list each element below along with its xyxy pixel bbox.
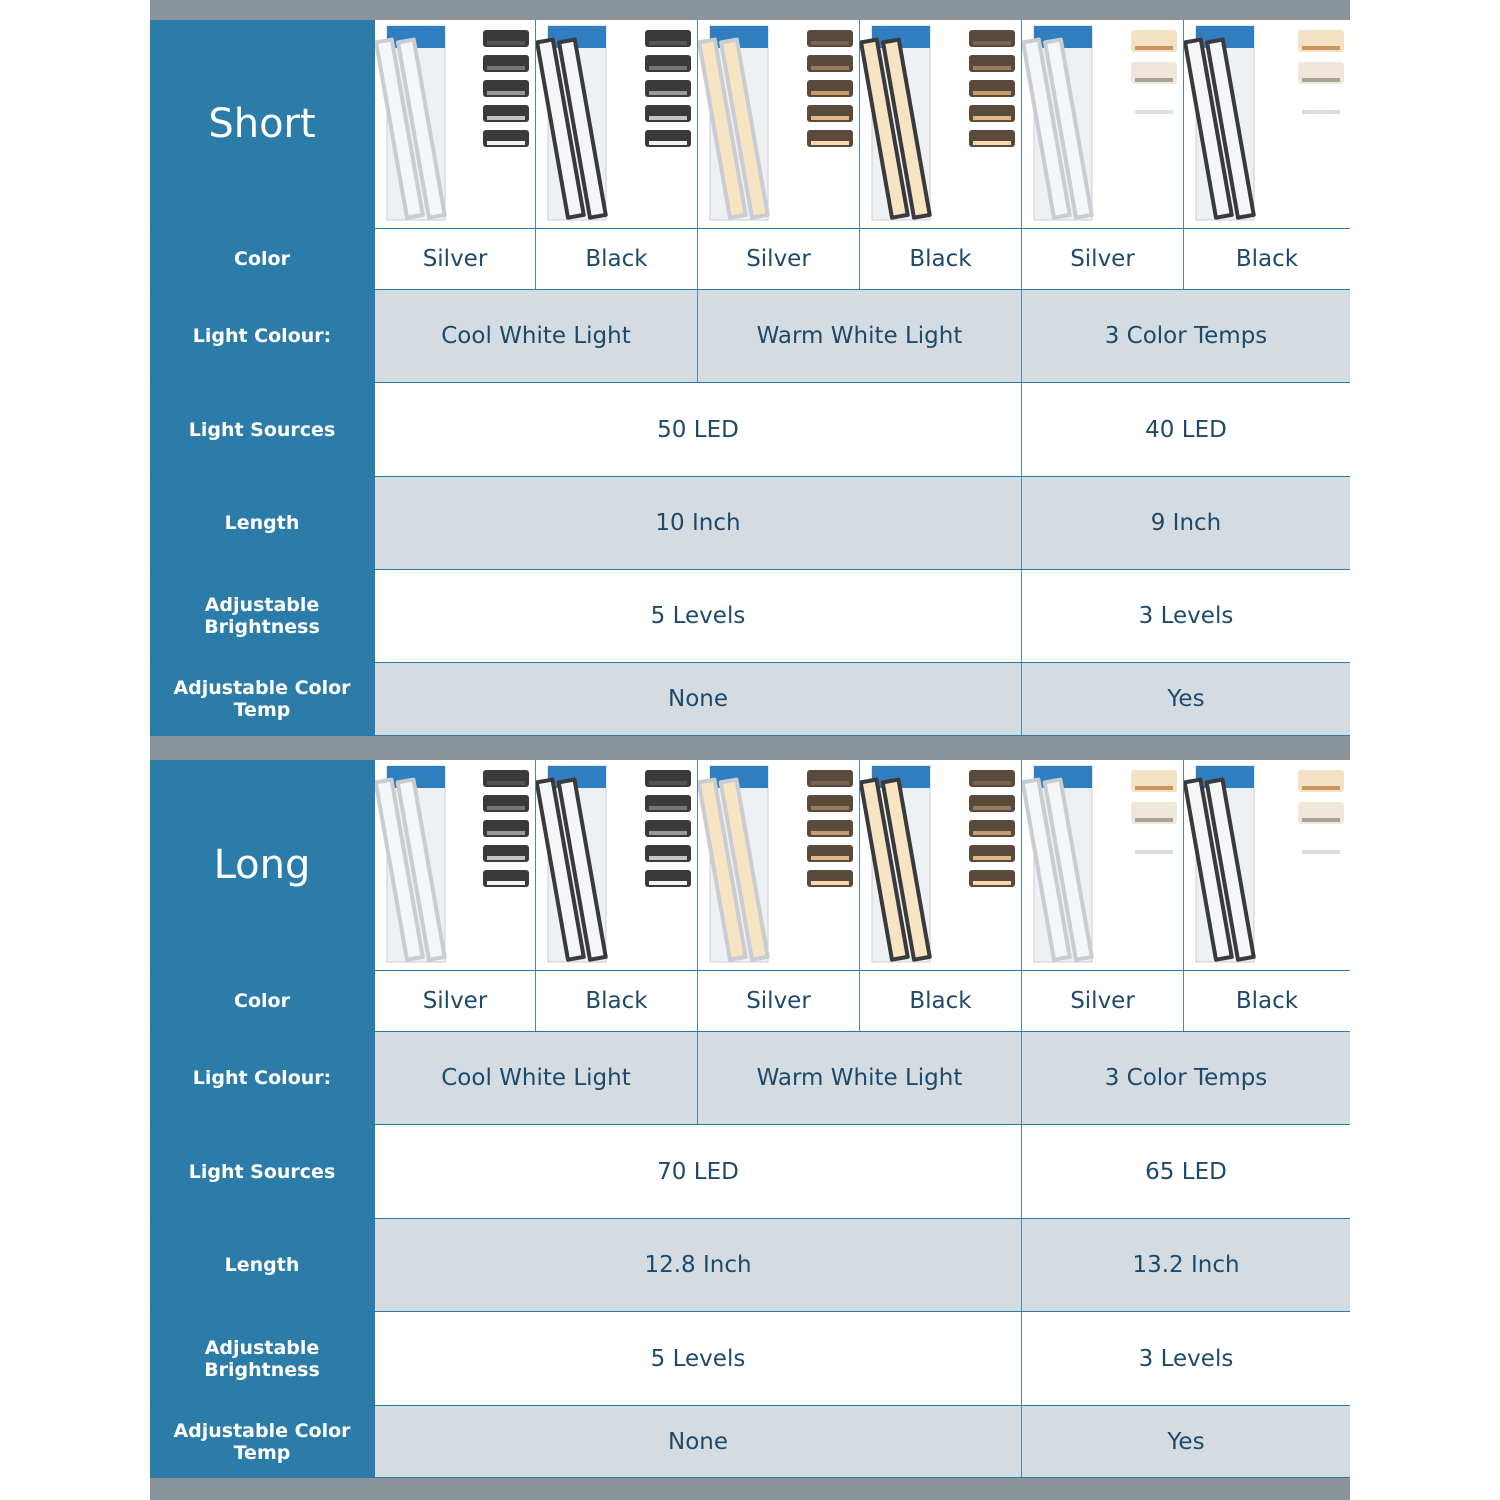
cell-brightness: 5 Levels — [375, 570, 1022, 662]
cell-color: Black — [860, 971, 1022, 1031]
cell-color-temp: Yes — [1022, 1406, 1350, 1477]
light-bar-illustration — [1022, 760, 1183, 970]
cell-color-temp: None — [375, 663, 1022, 735]
row-light-colour — [150, 290, 1350, 383]
cell-color: Silver — [375, 971, 536, 1031]
row-label-light-colour: Light Colour: — [150, 1032, 375, 1124]
row-label-length: Length — [150, 477, 375, 569]
cell-color-temp: Yes — [1022, 663, 1350, 735]
row-light-sources — [150, 383, 1350, 477]
cell-color: Black — [1184, 971, 1350, 1031]
row-length — [150, 1219, 1350, 1312]
cell-color: Silver — [1022, 229, 1184, 289]
light-bar-illustration — [536, 760, 697, 970]
cell-color: Silver — [1022, 971, 1184, 1031]
cell-light-colour: 3 Color Temps — [1022, 1032, 1350, 1124]
product-image — [860, 760, 1022, 970]
light-bar-illustration — [860, 760, 1021, 970]
row-light-colour — [150, 1032, 1350, 1125]
comparison-table-short — [150, 20, 1350, 736]
cell-color: Black — [536, 229, 698, 289]
row-label-light-colour: Light Colour: — [150, 290, 375, 382]
row-label-color-temp: Adjustable Color Temp — [150, 1406, 375, 1477]
row-color-temp — [150, 663, 1350, 736]
cell-light-colour: Cool White Light — [375, 290, 698, 382]
cell-length: 9 Inch — [1022, 477, 1350, 569]
cell-light-sources: 70 LED — [375, 1125, 1022, 1218]
cell-length: 10 Inch — [375, 477, 1022, 569]
row-label-light-sources: Light Sources — [150, 383, 375, 476]
row-label-length: Length — [150, 1219, 375, 1311]
row-label-color-temp: Adjustable Color Temp — [150, 663, 375, 735]
row-color — [150, 229, 1350, 290]
image-row — [150, 760, 1350, 971]
light-bar-illustration — [698, 20, 859, 228]
row-color — [150, 971, 1350, 1032]
cell-color-temp: None — [375, 1406, 1022, 1477]
row-label-brightness: Adjustable Brightness — [150, 1312, 375, 1405]
product-image — [1022, 20, 1184, 228]
cell-color: Black — [1184, 229, 1350, 289]
section-title: Long — [150, 760, 375, 970]
light-bar-illustration — [1184, 20, 1350, 228]
product-image — [536, 760, 698, 970]
row-brightness — [150, 1312, 1350, 1406]
cell-brightness: 3 Levels — [1022, 1312, 1350, 1405]
cell-light-colour: Warm White Light — [698, 1032, 1022, 1124]
row-label-light-sources: Light Sources — [150, 1125, 375, 1218]
product-image — [1022, 760, 1184, 970]
row-brightness — [150, 570, 1350, 663]
cell-light-colour: Warm White Light — [698, 290, 1022, 382]
cell-light-sources: 40 LED — [1022, 383, 1350, 476]
product-image — [1184, 760, 1350, 970]
cell-length: 12.8 Inch — [375, 1219, 1022, 1311]
cell-light-sources: 50 LED — [375, 383, 1022, 476]
light-bar-illustration — [375, 20, 535, 228]
section-title: Short — [150, 20, 375, 228]
cell-color: Black — [860, 229, 1022, 289]
cell-brightness: 5 Levels — [375, 1312, 1022, 1405]
cell-brightness: 3 Levels — [1022, 570, 1350, 662]
cell-light-colour: Cool White Light — [375, 1032, 698, 1124]
product-image — [860, 20, 1022, 228]
cell-light-sources: 65 LED — [1022, 1125, 1350, 1218]
cell-color: Black — [536, 971, 698, 1031]
product-image — [375, 760, 536, 970]
row-label-color: Color — [150, 229, 375, 289]
image-row — [150, 20, 1350, 229]
cell-light-colour: 3 Color Temps — [1022, 290, 1350, 382]
light-bar-illustration — [698, 760, 859, 970]
light-bar-illustration — [860, 20, 1021, 228]
comparison-table-long — [150, 760, 1350, 1478]
cell-color: Silver — [698, 971, 860, 1031]
cell-length: 13.2 Inch — [1022, 1219, 1350, 1311]
cell-color: Silver — [375, 229, 536, 289]
light-bar-illustration — [1022, 20, 1183, 228]
cell-color: Silver — [698, 229, 860, 289]
row-label-brightness: Adjustable Brightness — [150, 570, 375, 662]
product-image — [536, 20, 698, 228]
light-bar-illustration — [375, 760, 535, 970]
product-image — [698, 760, 860, 970]
row-length — [150, 477, 1350, 570]
light-bar-illustration — [536, 20, 697, 228]
row-light-sources — [150, 1125, 1350, 1219]
row-color-temp — [150, 1406, 1350, 1478]
product-image — [698, 20, 860, 228]
product-image — [1184, 20, 1350, 228]
product-image — [375, 20, 536, 228]
row-label-color: Color — [150, 971, 375, 1031]
light-bar-illustration — [1184, 760, 1350, 970]
